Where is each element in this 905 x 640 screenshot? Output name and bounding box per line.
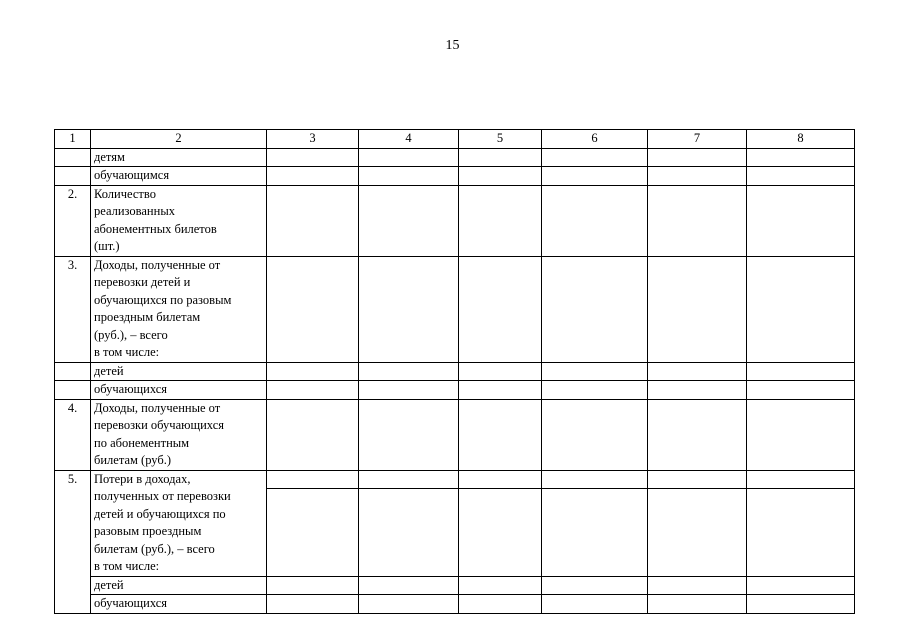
data-cell bbox=[542, 256, 648, 362]
data-cell bbox=[747, 576, 855, 595]
row-number-cell bbox=[55, 167, 91, 186]
data-cell bbox=[542, 167, 648, 186]
row-label: детям bbox=[91, 148, 267, 167]
table-row bbox=[55, 470, 855, 488]
row-label-line: детей и обучающихся по bbox=[94, 506, 226, 521]
data-cell bbox=[459, 488, 542, 576]
report-table bbox=[54, 129, 855, 614]
column-header: 8 bbox=[747, 130, 855, 149]
data-cell bbox=[542, 399, 648, 470]
column-header: 3 bbox=[267, 130, 359, 149]
data-cell bbox=[648, 148, 747, 167]
row-label: детей bbox=[91, 576, 267, 595]
data-cell bbox=[267, 167, 359, 186]
data-cell bbox=[359, 362, 459, 381]
row-label-line: проездным билетам bbox=[94, 310, 201, 324]
row-label-line: реализованных bbox=[94, 204, 175, 218]
data-cell bbox=[542, 148, 648, 167]
data-cell bbox=[747, 362, 855, 381]
data-cell bbox=[459, 576, 542, 595]
row-number-cell bbox=[55, 148, 91, 167]
row-label-line: Потери в доходах, bbox=[94, 471, 191, 486]
data-cell bbox=[459, 399, 542, 470]
row-label: обучающихся bbox=[91, 595, 267, 614]
row-label-line: билетам (руб.) bbox=[94, 453, 172, 467]
row-number-cell bbox=[55, 362, 91, 381]
page-number: 15 bbox=[445, 38, 460, 53]
table-row bbox=[55, 381, 855, 400]
row-number: 4. bbox=[55, 399, 91, 470]
row-label bbox=[91, 470, 267, 576]
data-cell bbox=[267, 381, 359, 400]
row-label: детей bbox=[91, 362, 267, 381]
data-cell bbox=[459, 595, 542, 614]
table-row bbox=[55, 362, 855, 381]
row-label-line: обучающихся по разовым bbox=[94, 292, 232, 307]
column-header: 1 bbox=[55, 130, 91, 149]
data-cell bbox=[359, 148, 459, 167]
data-cell bbox=[267, 595, 359, 614]
data-cell bbox=[359, 576, 459, 595]
data-cell bbox=[459, 148, 542, 167]
data-cell bbox=[648, 399, 747, 470]
data-cell bbox=[459, 362, 542, 381]
data-cell bbox=[747, 256, 855, 362]
row-number-cell bbox=[55, 381, 91, 400]
row-label bbox=[91, 185, 267, 256]
data-cell bbox=[747, 595, 855, 614]
row-label bbox=[91, 256, 267, 362]
data-cell bbox=[648, 576, 747, 595]
table-row bbox=[55, 399, 855, 470]
data-cell bbox=[267, 256, 359, 362]
data-cell bbox=[359, 185, 459, 256]
data-cell bbox=[359, 167, 459, 186]
data-cell bbox=[747, 185, 855, 256]
row-label: обучающимся bbox=[91, 167, 267, 186]
data-cell bbox=[747, 167, 855, 186]
data-cell bbox=[267, 185, 359, 256]
row-number: 5. bbox=[55, 470, 91, 613]
row-label-line: перевозки детей и bbox=[94, 275, 191, 289]
data-cell bbox=[542, 595, 648, 614]
data-cell bbox=[459, 470, 542, 488]
data-cell bbox=[542, 381, 648, 400]
row-label-line: перевозки обучающихся bbox=[94, 418, 224, 432]
data-cell bbox=[359, 256, 459, 362]
row-label-line: по абонементным bbox=[94, 435, 190, 450]
data-cell bbox=[747, 381, 855, 400]
column-header: 5 bbox=[459, 130, 542, 149]
table-row bbox=[55, 595, 855, 614]
data-cell bbox=[359, 488, 459, 576]
row-label-line: Доходы, полученные от bbox=[94, 257, 221, 272]
data-cell bbox=[747, 399, 855, 470]
row-label-line: в том числе: bbox=[94, 559, 160, 573]
data-cell bbox=[648, 488, 747, 576]
column-header-row bbox=[55, 130, 855, 149]
row-number: 3. bbox=[55, 256, 91, 362]
row-label-line: полученных от перевозки bbox=[94, 489, 231, 503]
data-cell bbox=[267, 470, 359, 488]
data-cell bbox=[648, 185, 747, 256]
table-row bbox=[55, 167, 855, 186]
data-cell bbox=[542, 576, 648, 595]
data-cell bbox=[648, 256, 747, 362]
column-header: 2 bbox=[91, 130, 267, 149]
column-header: 7 bbox=[648, 130, 747, 149]
row-label-line: абонементных билетов bbox=[94, 221, 217, 236]
data-cell bbox=[542, 362, 648, 381]
data-cell bbox=[747, 488, 855, 576]
data-cell bbox=[267, 488, 359, 576]
column-header: 6 bbox=[542, 130, 648, 149]
row-label-line: (шт.) bbox=[94, 239, 120, 253]
data-cell bbox=[542, 470, 648, 488]
row-label-line: Количество bbox=[94, 186, 156, 201]
data-cell bbox=[459, 381, 542, 400]
data-cell bbox=[648, 167, 747, 186]
data-cell bbox=[648, 595, 747, 614]
data-cell bbox=[747, 148, 855, 167]
table-row bbox=[55, 148, 855, 167]
table-row bbox=[55, 256, 855, 362]
data-cell bbox=[267, 576, 359, 595]
data-cell bbox=[648, 381, 747, 400]
data-cell bbox=[459, 185, 542, 256]
data-cell bbox=[459, 167, 542, 186]
row-label-line: разовым проездным bbox=[94, 524, 202, 538]
row-label-line: билетам (руб.), – всего bbox=[94, 541, 215, 556]
data-cell bbox=[542, 488, 648, 576]
data-cell bbox=[267, 399, 359, 470]
row-number: 2. bbox=[55, 185, 91, 256]
data-cell bbox=[648, 362, 747, 381]
data-cell bbox=[359, 399, 459, 470]
row-label: обучающихся bbox=[91, 381, 267, 400]
row-label-line: (руб.), – всего bbox=[94, 327, 168, 342]
table-row bbox=[55, 185, 855, 256]
data-cell bbox=[542, 185, 648, 256]
column-header: 4 bbox=[359, 130, 459, 149]
row-label-line: Доходы, полученные от bbox=[94, 400, 221, 415]
data-cell bbox=[359, 470, 459, 488]
row-label bbox=[91, 399, 267, 470]
row-label-line: в том числе: bbox=[94, 345, 160, 359]
table-row bbox=[55, 576, 855, 595]
data-cell bbox=[267, 148, 359, 167]
data-cell bbox=[359, 381, 459, 400]
data-cell bbox=[648, 470, 747, 488]
data-cell bbox=[459, 256, 542, 362]
data-cell bbox=[747, 470, 855, 488]
data-cell bbox=[267, 362, 359, 381]
data-cell bbox=[359, 595, 459, 614]
